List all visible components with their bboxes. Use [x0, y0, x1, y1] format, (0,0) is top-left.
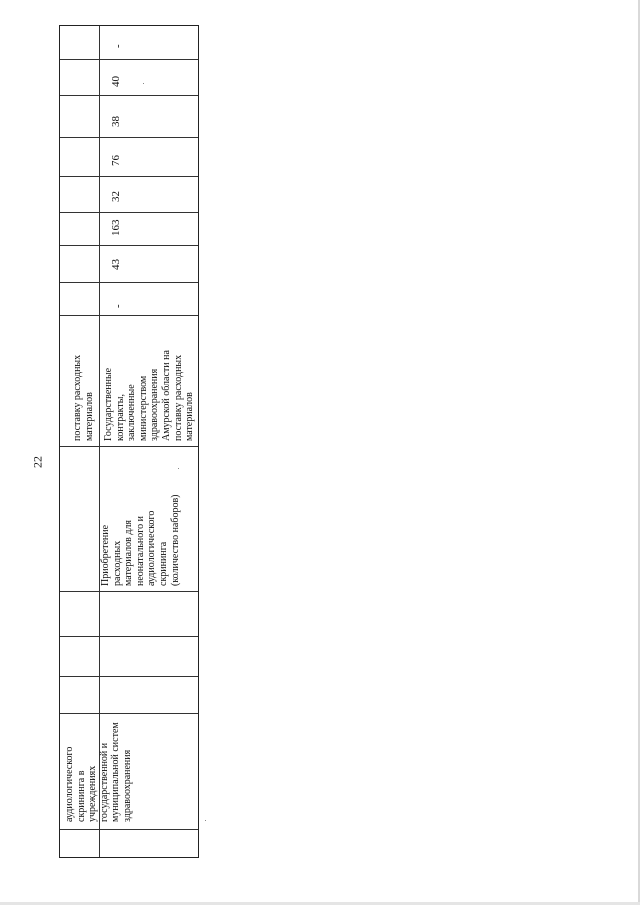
cell-value: 163: [110, 219, 122, 236]
scan-speck: [178, 468, 179, 469]
cell-value: -: [112, 44, 124, 48]
cell-indicator-name: Приобретение расходных материалов для неонатального и аудиологического скрининга (количество наборов): [100, 494, 181, 586]
column-divider: [60, 829, 198, 830]
column-divider: [60, 176, 198, 177]
column-divider: [60, 446, 198, 447]
cell-source-detail: Государственные контракты, заключенные министерством здравоохранения Амурской области на поставку расходных материалов: [103, 350, 196, 441]
column-divider: [60, 676, 198, 677]
column-divider: [60, 282, 198, 283]
column-divider: [60, 636, 198, 637]
column-divider: [60, 713, 198, 714]
data-table: [59, 25, 199, 858]
cell-item-description: аудиологического скрининга в учреждениях государственной и муниципальной систем здравоохранения: [64, 722, 133, 822]
cell-source-header: поставку расходных материалов: [72, 354, 95, 441]
scan-speck: [143, 83, 144, 84]
column-divider: [60, 315, 198, 316]
column-divider: [60, 245, 198, 246]
cell-value: -: [112, 304, 124, 308]
column-divider: [60, 137, 198, 138]
cell-value: 38: [110, 116, 122, 127]
cell-value: 43: [110, 259, 122, 270]
column-divider: [60, 212, 198, 213]
cell-value: 40: [110, 76, 122, 87]
cell-value: 32: [110, 191, 122, 202]
column-divider: [60, 95, 198, 96]
column-divider: [60, 59, 198, 60]
scan-speck: [205, 820, 206, 821]
cell-value: 76: [110, 155, 122, 166]
page-number: 22: [30, 456, 45, 468]
column-divider: [60, 591, 198, 592]
